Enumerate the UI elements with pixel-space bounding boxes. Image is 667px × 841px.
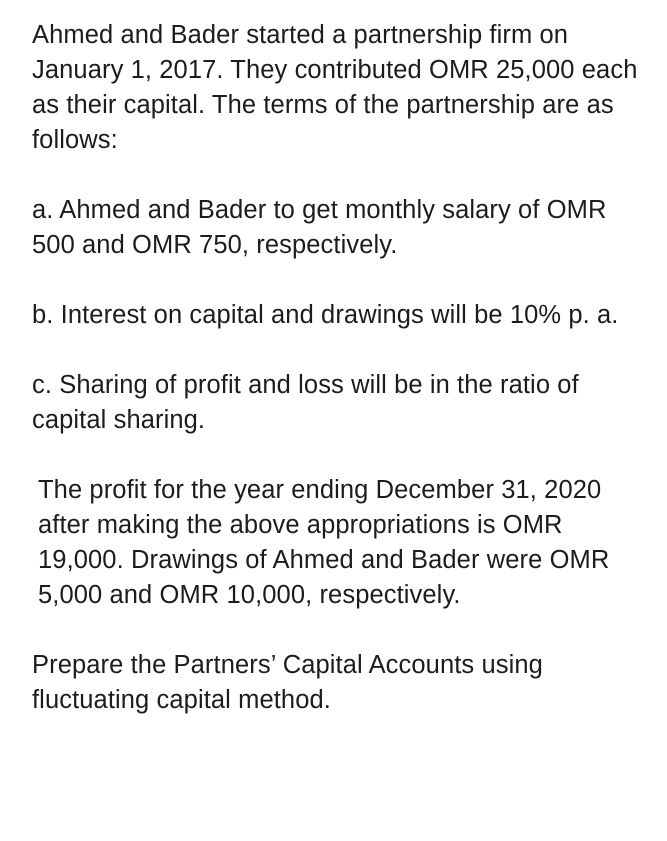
task-paragraph: Prepare the Partners’ Capital Accounts using fluctuating capital method. — [32, 651, 543, 714]
term-c-paragraph: c. Sharing of profit and loss will be in the ratio of capital sharing. — [32, 371, 579, 434]
question-document — [32, 18, 652, 718]
term-b-paragraph: b. Interest on capital and drawings will be 10% p. a. — [32, 301, 619, 329]
term-a-paragraph: a. Ahmed and Bader to get monthly salary of OMR 500 and OMR 750, respectively. — [32, 196, 607, 259]
profit-statement-paragraph: The profit for the year ending December 31, 2020 after making the above appropriations is OMR 19,000. Drawings of Ahmed and Bader were OMR 5,000 and OMR 10,000, respectively. — [38, 476, 610, 609]
intro-paragraph: Ahmed and Bader started a partnership firm on January 1, 2017. They contributed OMR 25,000 each as their capital. The terms of the partnership are as follows: — [32, 21, 638, 154]
